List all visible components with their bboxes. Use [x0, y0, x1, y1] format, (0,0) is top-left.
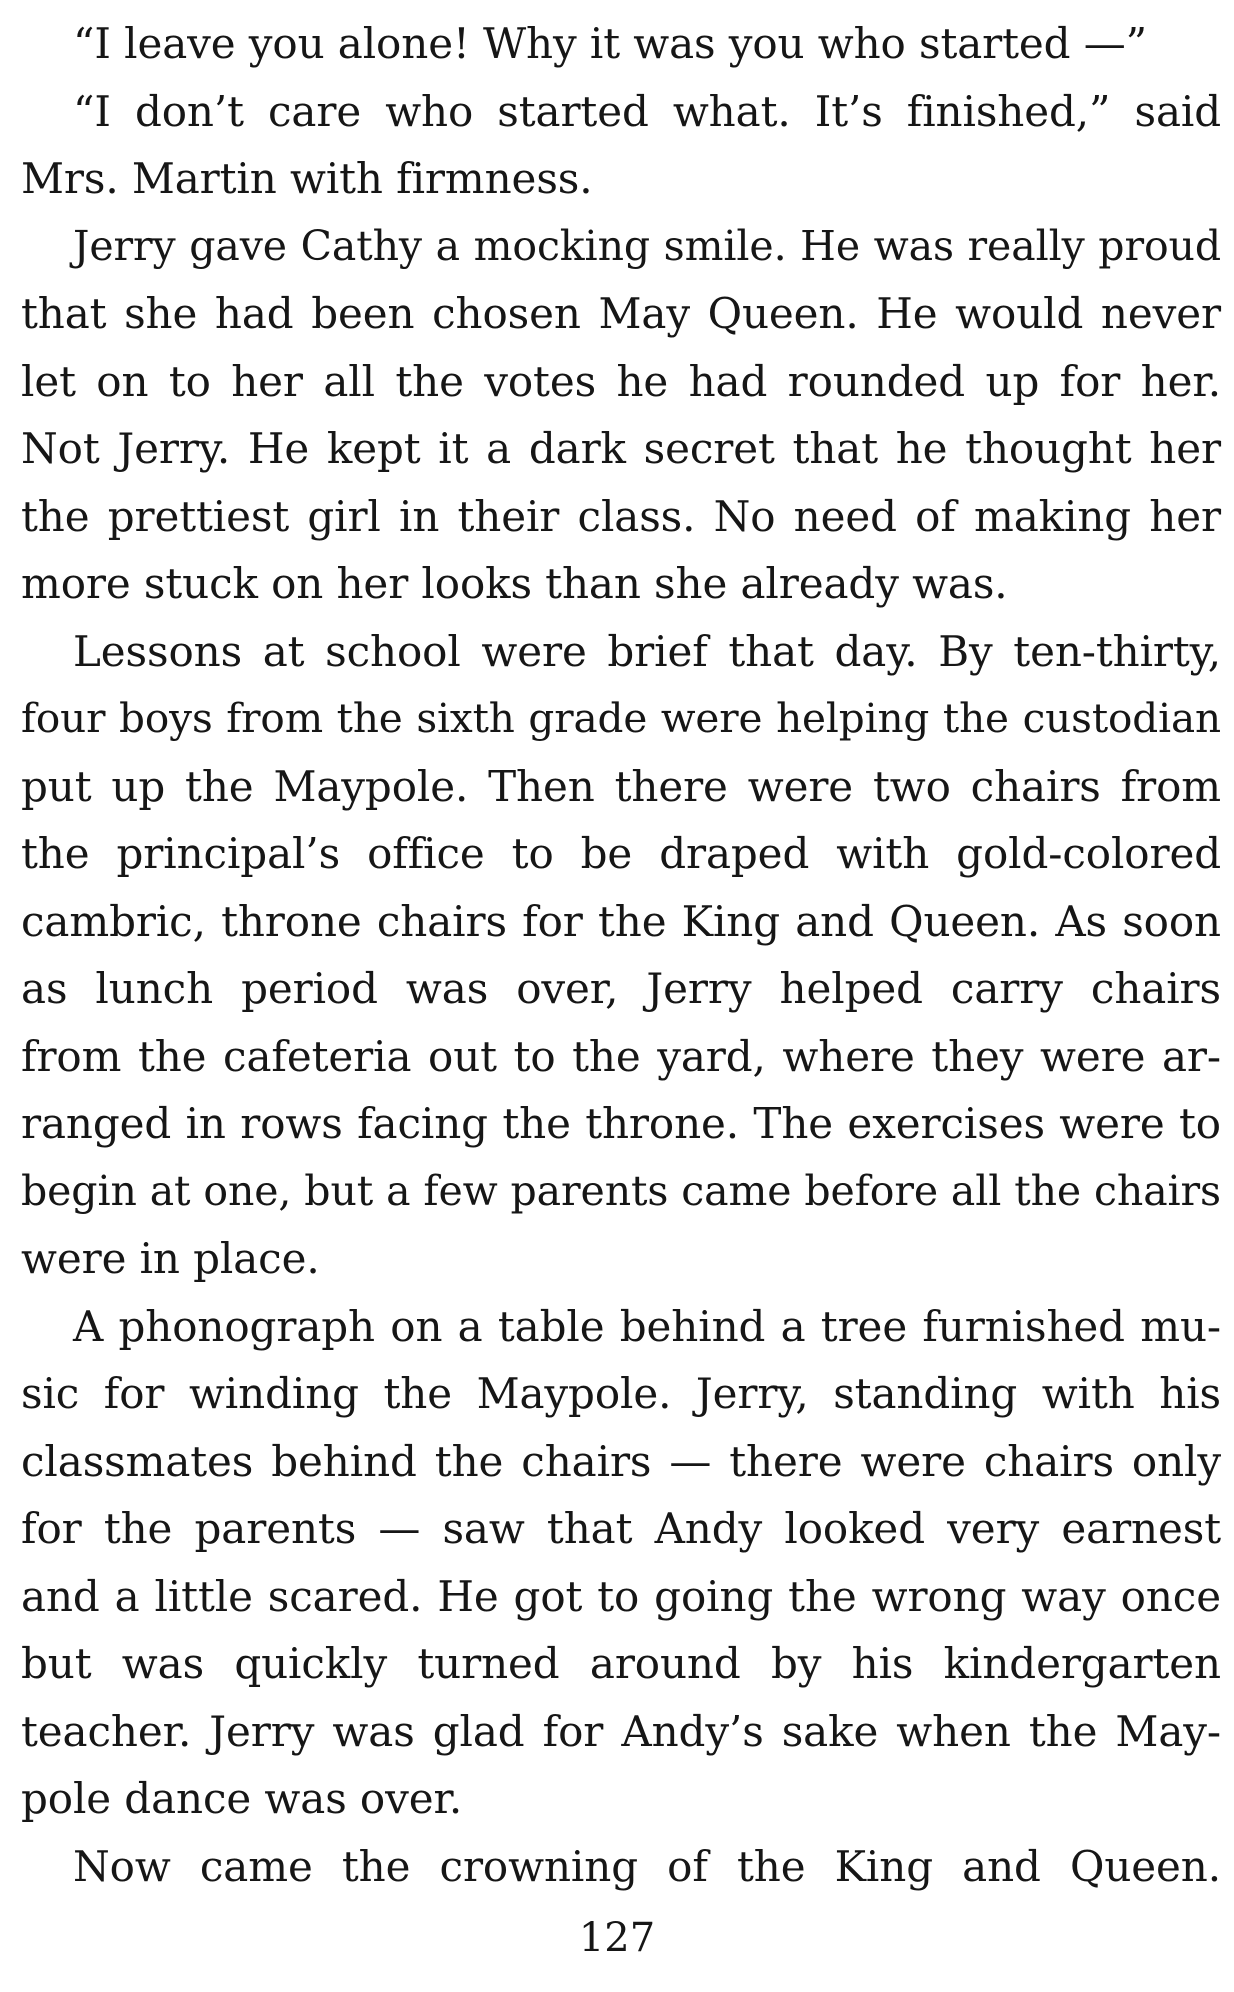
text-line: Jerry gave Cathy a mocking smile. He was really proud: [73, 221, 1221, 270]
text-line: pole dance was over.: [21, 1774, 463, 1823]
text-line: and a little scared. He got to going the wrong way once: [21, 1571, 1221, 1621]
text-line: Lessons at school were brief that day. By ten-thirty,: [73, 626, 1221, 676]
page-number: 127: [578, 1915, 656, 1961]
text-line: more stuck on her looks than she already was.: [21, 559, 1008, 608]
text-line: A phonograph on a table behind a tree furnished mu-: [73, 1301, 1221, 1351]
text-line: Now came the crowning of the King and Queen.: [73, 1841, 1221, 1891]
text-line: the principal’s office to be draped with gold-colored: [21, 829, 1221, 878]
text-line: Mrs. Martin with firmness.: [21, 154, 593, 203]
text-line: teacher. Jerry was glad for Andy’s sake when the May-: [21, 1706, 1221, 1756]
text-line: “I leave you alone! Why it was you who started —”: [73, 19, 1147, 68]
text-line: four boys from the sixth grade were helping the custodian: [21, 694, 1221, 742]
text-line: sic for winding the Maypole. Jerry, standing with his: [21, 1369, 1221, 1418]
text-line: ranged in rows facing the throne. The exercises were to: [21, 1099, 1221, 1148]
body-text: [21, 10, 1221, 1900]
text-line: but was quickly turned around by his kindergarten: [21, 1639, 1221, 1688]
text-line: that she had been chosen May Queen. He would never: [21, 289, 1221, 338]
text-line: as lunch period was over, Jerry helped carry chairs: [21, 964, 1221, 1013]
text-line: for the parents — saw that Andy looked very earnest: [21, 1504, 1221, 1553]
text-line: begin at one, but a few parents came before all the chairs: [21, 1166, 1221, 1215]
text-line: classmates behind the chairs — there were chairs only: [21, 1436, 1221, 1486]
text-line: Not Jerry. He kept it a dark secret that he thought her: [21, 424, 1221, 473]
text-line: cambric, throne chairs for the King and Queen. As soon: [21, 896, 1221, 946]
text-line: “I don’t care who started what. It’s finished,” said: [73, 86, 1221, 136]
text-line: let on to her all the votes he had rounded up for her.: [21, 356, 1221, 406]
text-line: from the cafeteria out to the yard, where they were ar-: [21, 1031, 1221, 1081]
text-line: put up the Maypole. Then there were two chairs from: [21, 761, 1221, 811]
text-line: were in place.: [21, 1234, 320, 1283]
text-line: the prettiest girl in their class. No need of making her: [21, 491, 1221, 541]
